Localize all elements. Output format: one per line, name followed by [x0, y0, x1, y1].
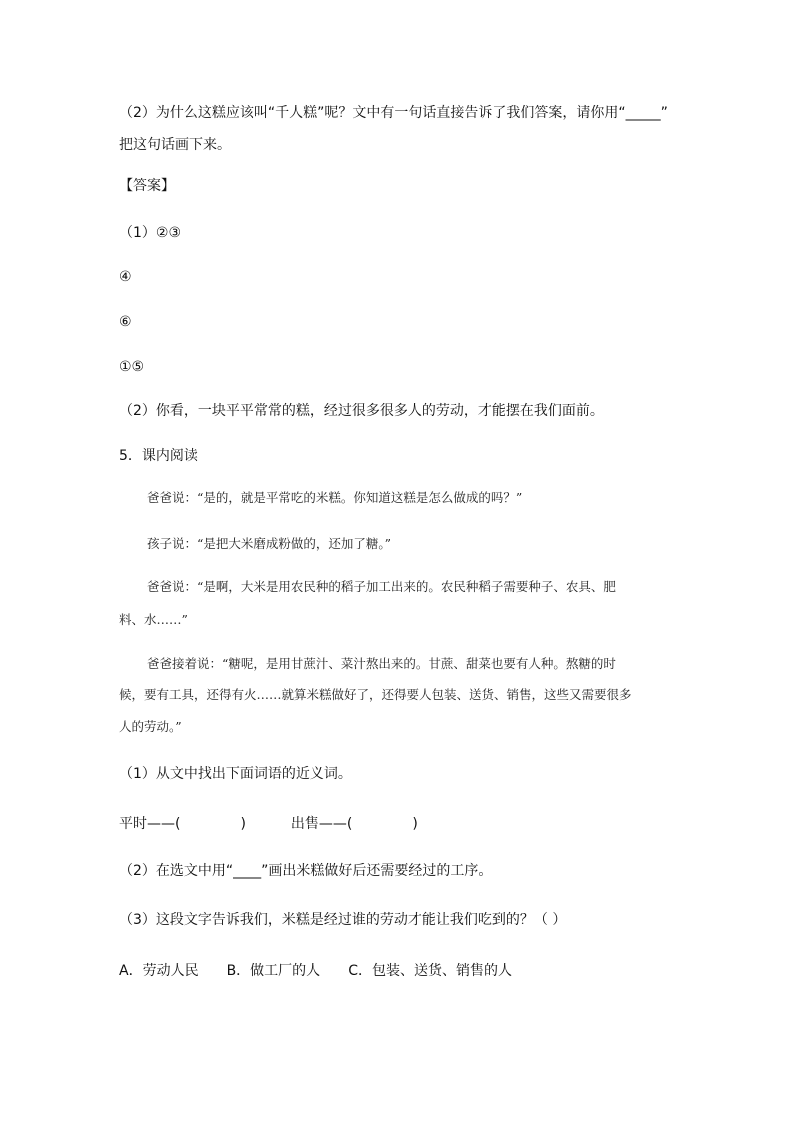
passage-paragraph-3-line-1: 爸爸说：“是啊，大米是用农民种的稻子加工出来的。农民种稻子需要种子、农具、肥 — [147, 579, 616, 594]
synonym-row — [119, 815, 418, 833]
answer-5: （2）你看，一块平平常常的糕，经过很多很多人的劳动，才能摆在我们面前。 — [119, 403, 604, 419]
passage-paragraph-4-line-3: 人的劳动。” — [119, 719, 182, 734]
option-a[interactable]: A．劳动人民 — [119, 963, 199, 979]
synonym-item-2: 出售——( — [290, 816, 353, 832]
sub-question-2: （2）在选文中用“____”画出米糕做好后还需要经过的工序。 — [119, 863, 493, 879]
sub-question-1: （1）从文中找出下面词语的近义词。 — [119, 766, 352, 782]
question-2-line-2: 把这句话画下来。 — [119, 137, 231, 153]
option-c[interactable]: C．包装、送货、销售的人 — [348, 963, 512, 979]
synonym-item-1: 平时——( — [119, 816, 181, 832]
passage-paragraph-4-line-2: 候，要有工具，还得有火……就算米糕做好了，还得要人包装、送货、销售，这些又需要很多 — [119, 687, 632, 702]
passage-paragraph-4-line-1: 爸爸接着说：“糖呢，是用甘蔗汁、菜汁熬出来的。甘蔗、甜菜也要有人种。熬糖的时 — [147, 656, 616, 671]
synonym-item-2-close: ) — [412, 816, 418, 832]
question-2-line-1: （2）为什么这糕应该叫“千人糕”呢？文中有一句话直接告诉了我们答案，请你用“_____” — [119, 105, 668, 121]
answer-4: ①⑤ — [119, 359, 145, 375]
option-b[interactable]: B．做工厂的人 — [226, 963, 321, 979]
answer-3: ⑥ — [119, 314, 132, 330]
passage-paragraph-2: 孩子说：“是把大米磨成粉做的，还加了糖。” — [147, 536, 392, 551]
options-row — [119, 962, 512, 980]
answer-1: （1）②③ — [119, 225, 182, 241]
passage-paragraph-3-line-2: 料、水……” — [119, 612, 188, 627]
synonym-item-1-close: ) — [240, 816, 246, 832]
answer-2: ④ — [119, 269, 132, 285]
passage-paragraph-1: 爸爸说：“是的，就是平常吃的米糕。你知道这糕是怎么做成的吗？” — [147, 490, 523, 505]
answer-heading: 【答案】 — [119, 178, 175, 194]
section-5-title: 5．课内阅读 — [119, 448, 198, 464]
sub-question-3: （3）这段文字告诉我们，米糕是经过谁的劳动才能让我们吃到的？（ ） — [119, 912, 567, 928]
